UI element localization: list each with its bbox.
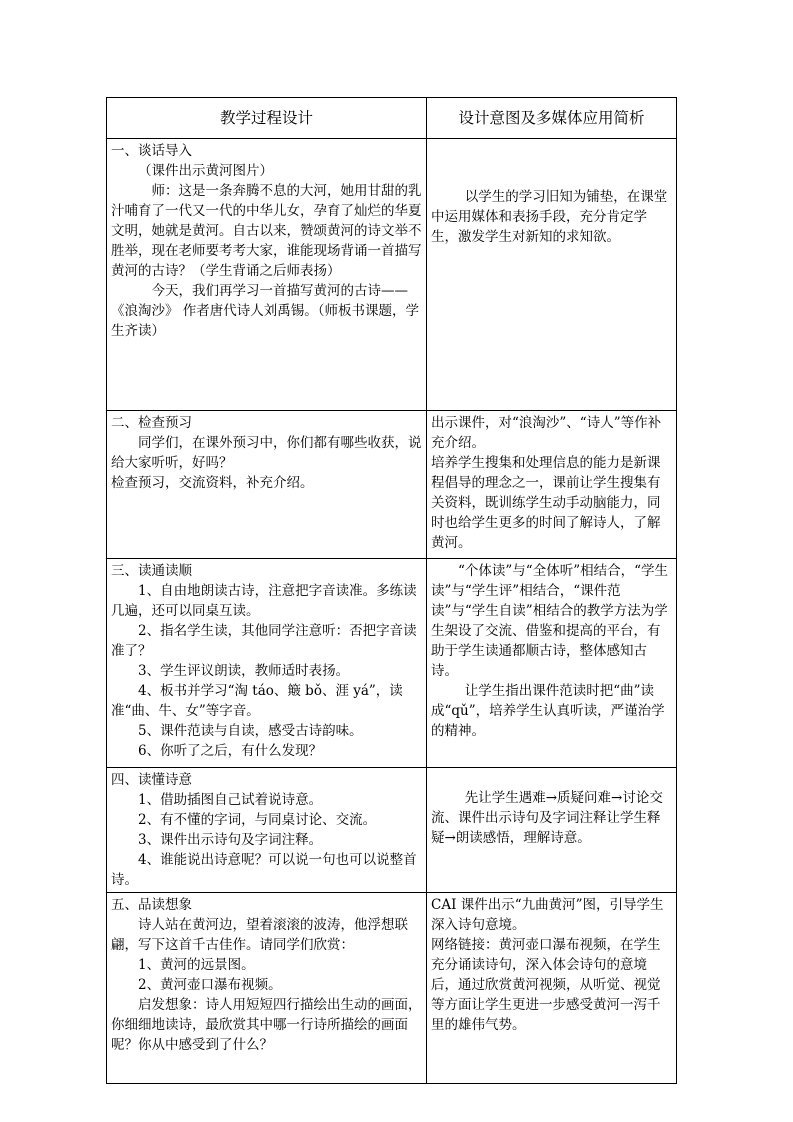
intent-paragraph: 先让学生遇难→质疑问难→讨论交流、课件出示诗句及字词注释让学生释疑→朗读感悟，理解诗意。 xyxy=(431,790,663,846)
process-paragraph: 3、课件出示诗句及字词注释。 xyxy=(138,832,323,848)
intent-paragraph: 以学生的学习旧知为铺垫，在课堂中运用媒体和表扬手段，充分肯定学生，激发学生对新知的求知欲。 xyxy=(431,189,668,245)
header-intent: 设计意图及多媒体应用简析 xyxy=(427,98,677,139)
section-row xyxy=(107,411,677,559)
process-paragraph: 一、谈话导入 xyxy=(111,143,192,159)
section-row xyxy=(107,893,677,1084)
process-paragraph: 五、品读想象 xyxy=(111,897,192,913)
intent-paragraph: “个体读”与“全体听”相结合，“学生读”与“学生评”相结合，“课件范读”与“学生自读”相结合的教学方法为学生架设了交流、借鉴和提高的平台，有助于学生读通都顺古诗，整体感知古诗。 xyxy=(431,563,669,679)
process-paragraph: 二、检查预习 xyxy=(111,415,192,431)
intent-cell xyxy=(427,893,677,1084)
process-paragraph: 启发想象：诗人用短短四行描绘出生动的画面，你细细地读诗，最欣赏其中哪一行诗所描绘的画面呢？你从中感受到了什么？ xyxy=(111,997,422,1053)
process-paragraph: 四、读懂诗意 xyxy=(111,772,192,788)
process-cell xyxy=(107,411,427,559)
intent-paragraph: 网络链接：黄河壶口瀑布视频，在学生充分诵读诗句，深入体会诗句的意境后，通过欣赏黄河视频，从听觉、视觉等方面让学生更进一步感受黄河一泻千里的雄伟气势。 xyxy=(431,937,661,1033)
intent-paragraph: CAI 课件出示“九曲黄河”图，引导学生深入诗句意境。 xyxy=(431,897,664,933)
process-paragraph: 4、谁能说出诗意呢？可以说一句也可以说整首诗。 xyxy=(111,852,417,888)
process-paragraph: 1、借助插图自己试着说诗意。 xyxy=(138,792,323,808)
header-process: 教学过程设计 xyxy=(107,98,427,139)
process-paragraph: 三、读通读顺 xyxy=(111,563,192,579)
process-paragraph: 今天，我们再学习一首描写黄河的古诗——《浪淘沙》 作者唐代诗人刘禹锡。（师板书课题，学生齐读） xyxy=(111,283,420,339)
lesson-plan-table xyxy=(106,97,677,1084)
process-cell xyxy=(107,139,427,411)
intent-paragraph: 出示课件，对“浪淘沙”、“诗人”等作补充介绍。 xyxy=(431,415,662,451)
header-row xyxy=(107,98,677,139)
process-paragraph: 1、自由地朗读古诗，注意把字音读准。多练读几遍，还可以同桌互读。 xyxy=(111,583,417,619)
process-paragraph: 6、你听了之后，有什么发现？ xyxy=(138,743,323,759)
intent-paragraph: 培养学生搜集和处理信息的能力是新课程倡导的理念之一，课前让学生搜集有关资料，既训练学生动手动脑能力，同时也给学生更多的时间了解诗人，了解黄河。 xyxy=(431,455,661,551)
process-paragraph: 2、有不懂的字词，与同桌讨论、交流。 xyxy=(138,812,377,828)
intent-cell xyxy=(427,139,677,411)
process-cell xyxy=(107,893,427,1084)
intent-cell xyxy=(427,411,677,559)
process-paragraph: 2、黄河壶口瀑布视频。 xyxy=(138,977,282,993)
section-row xyxy=(107,139,677,411)
process-paragraph: 2、指名学生读，其他同学注意听：否把字音读准了？ xyxy=(111,623,417,659)
intent-paragraph: 让学生指出课件范读时把“曲”读成“qǔ”，培养学生认真听读，严谨治学的精神。 xyxy=(431,683,665,739)
process-paragraph: 检查预习，交流资料，补充介绍。 xyxy=(111,475,314,491)
section-row xyxy=(107,559,677,768)
intent-cell xyxy=(427,559,677,768)
process-paragraph: 5、课件范读与自读，感受古诗韵味。 xyxy=(138,723,363,739)
process-paragraph: 同学们，在课外预习中，你们都有哪些收获，说给大家听听，好吗？ xyxy=(111,435,422,471)
process-paragraph: 4、板书并学习“淘 táo、簸 bǒ、涯 yá”，读准“曲、牛、女”等字音。 xyxy=(111,683,403,719)
section-row xyxy=(107,768,677,893)
process-paragraph: （课件出示黄河图片） xyxy=(138,163,273,179)
process-paragraph: 诗人站在黄河边，望着滚滚的波涛，他浮想联翩，写下这首千古佳作。请同学们欣赏： xyxy=(111,917,408,953)
process-cell xyxy=(107,559,427,768)
process-paragraph: 1、黄河的远景图。 xyxy=(138,957,255,973)
process-paragraph: 师：这是一条奔腾不息的大河，她用甘甜的乳汁哺育了一代又一代的中华儿女，孕育了灿烂的华夏文明，她就是黄河。自古以来，赞颂黄河的诗文举不胜举，现在老师要考考大家，谁能现场背诵一首描写黄河的古诗？（学生背诵之后师表扬） xyxy=(111,183,422,279)
intent-cell xyxy=(427,768,677,893)
process-paragraph: 3、学生评议朗读，教师适时表扬。 xyxy=(138,663,350,679)
process-cell xyxy=(107,768,427,893)
